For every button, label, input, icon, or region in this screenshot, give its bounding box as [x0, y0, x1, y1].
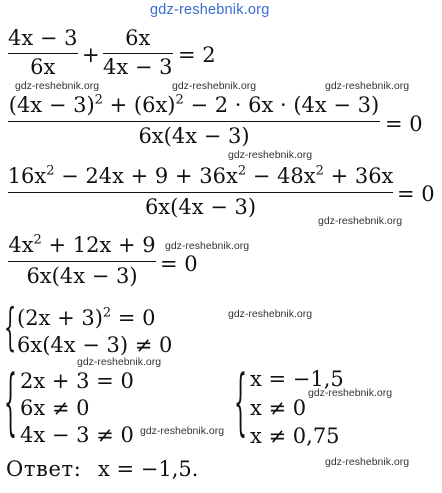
term: − 2 · 6x · (4x − 3): [183, 93, 380, 117]
left-brace: {: [4, 360, 17, 444]
exponent: 2: [46, 163, 55, 179]
system-1-row-1: [17, 305, 156, 330]
term: 16x: [7, 164, 47, 188]
fraction-bar: [8, 53, 78, 54]
fraction-numerator: [7, 163, 394, 188]
fraction-denominator: 6x(4x − 3): [26, 264, 138, 289]
watermark: gdz-reshebnik.org: [325, 456, 410, 468]
fraction-numerator: [8, 92, 380, 117]
left-brace: {: [234, 360, 247, 444]
system-3-row-2: x ≠ 0: [250, 396, 307, 420]
term: − 48x: [246, 164, 316, 188]
exponent: 2: [175, 92, 184, 108]
term: − 24x + 9 + 36x: [54, 164, 238, 188]
fraction-numerator: 6x: [125, 26, 151, 50]
answer-value: x = −1,5.: [98, 457, 199, 481]
term: + 36x: [323, 164, 394, 188]
fraction-1: [8, 28, 78, 78]
fraction-bar: [8, 261, 156, 262]
answer-label: Ответ:: [6, 457, 82, 481]
system-1-row-2: 6x(4x − 3) ≠ 0: [17, 333, 173, 357]
fraction-line-4: [8, 232, 156, 289]
watermark: gdz-reshebnik.org: [308, 387, 393, 399]
system-2-row-2: 6x ≠ 0: [20, 396, 90, 420]
watermark: gdz-reshebnik.org: [228, 308, 313, 320]
term: = 0: [111, 306, 156, 330]
term: + 12x + 9: [41, 233, 156, 257]
watermark: gdz-reshebnik.org: [172, 80, 257, 92]
fraction-numerator: [8, 232, 156, 257]
system-2-row-1: 2x + 3 = 0: [20, 369, 134, 393]
system-3-row-1: x = −1,5: [250, 367, 344, 391]
equation-rhs: = 0: [385, 112, 423, 136]
term: (2x + 3): [17, 306, 103, 330]
exponent: 2: [102, 305, 112, 321]
watermark: gdz-reshebnik.org: [325, 80, 410, 92]
fraction-line-2: [8, 92, 380, 149]
fraction-denominator: 6x(4x − 3): [144, 195, 257, 220]
fraction-line-3: [7, 163, 394, 220]
fraction-denominator: 4x − 3: [103, 55, 173, 80]
fraction-denominator: 6x: [30, 55, 56, 80]
term: 4x: [8, 233, 34, 257]
exponent: 2: [237, 163, 247, 179]
equation-rhs: = 0: [397, 182, 435, 206]
fraction-denominator: 6x(4x − 3): [138, 124, 250, 149]
fraction-bar: [8, 121, 380, 122]
watermark: gdz-reshebnik.org: [15, 80, 100, 92]
watermark: gdz-reshebnik.org: [140, 425, 225, 437]
left-brace: {: [4, 297, 17, 357]
fraction-bar: [103, 53, 173, 54]
watermark-top: gdz-reshebnik.org: [150, 2, 270, 18]
exponent: 2: [94, 92, 103, 108]
exponent: 2: [33, 232, 42, 248]
system-2-row-3: 4x − 3 ≠ 0: [20, 423, 134, 447]
fraction-2: [103, 28, 173, 78]
fraction-bar: [8, 192, 393, 193]
fraction-numerator: 4x − 3: [8, 26, 78, 50]
term: + (6x): [102, 93, 176, 117]
watermark: gdz-reshebnik.org: [165, 240, 250, 252]
term: (4x − 3): [8, 93, 95, 117]
plus-sign: +: [82, 43, 100, 67]
equation-rhs: = 0: [160, 252, 198, 276]
watermark: gdz-reshebnik.org: [77, 356, 162, 368]
watermark: gdz-reshebnik.org: [318, 215, 403, 227]
exponent: 2: [315, 163, 324, 179]
equation-rhs: = 2: [178, 43, 216, 67]
watermark: gdz-reshebnik.org: [228, 149, 313, 161]
system-3-row-3: x ≠ 0,75: [250, 424, 340, 448]
